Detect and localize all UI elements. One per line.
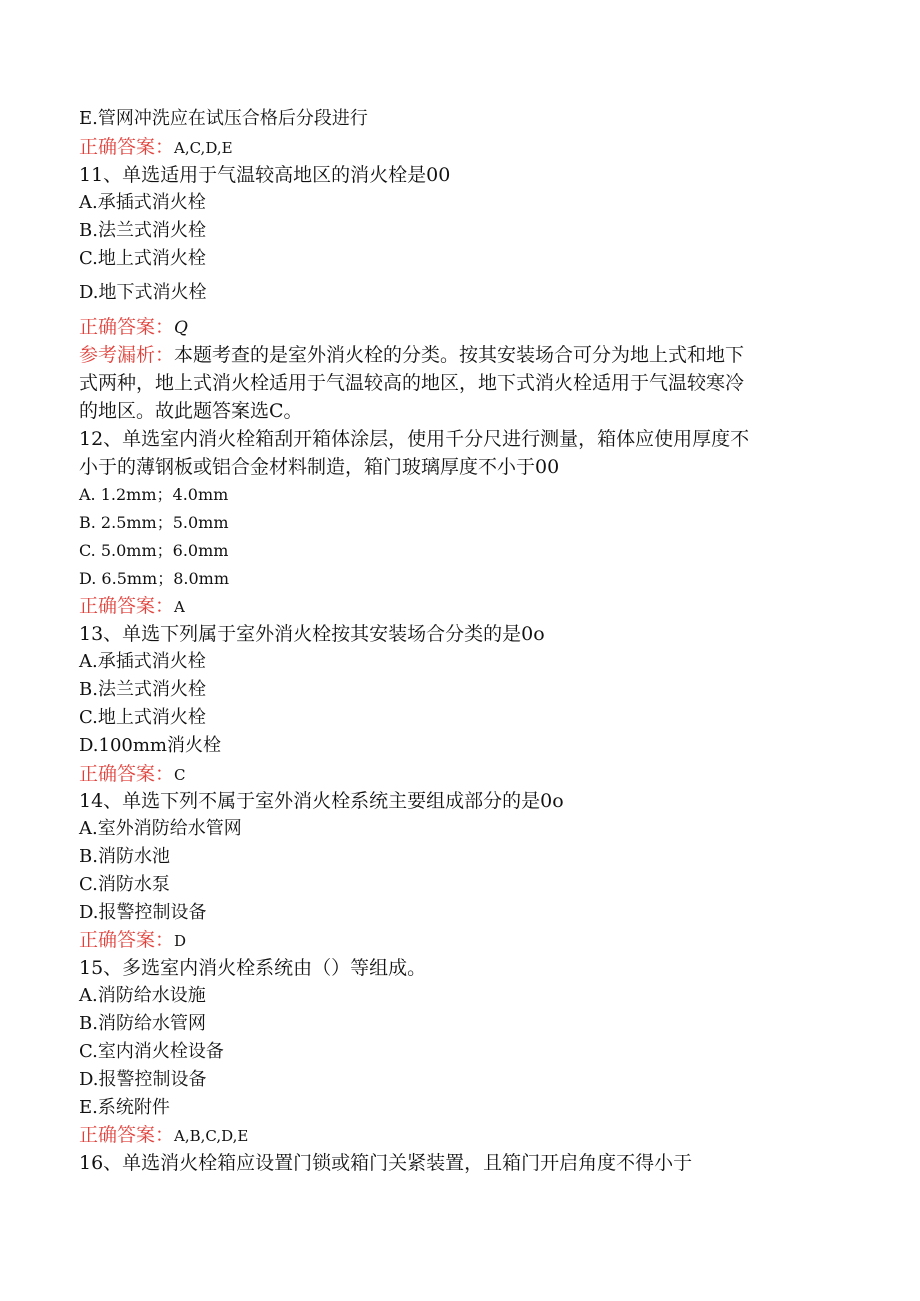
answer-line	[79, 135, 233, 160]
option-b: B.法兰式消火栓	[79, 679, 206, 700]
answer-line	[79, 762, 186, 787]
answer-value: C	[174, 766, 186, 784]
question-stem: 15、多选室内消火栓系统由（）等组成。	[79, 957, 427, 979]
option-d: D.报警控制设备	[79, 902, 207, 923]
answer-label: 正确答案：	[79, 763, 175, 785]
answer-line	[79, 928, 186, 953]
answer-line	[79, 1123, 248, 1148]
question-stem: 13、单选下列属于室外消火栓按其安装场合分类的是0o	[79, 623, 545, 645]
explanation-line: 的地区。故此题答案选C。	[79, 400, 303, 422]
answer-label: 正确答案：	[79, 316, 175, 338]
option-c: C.消防水泵	[79, 874, 170, 895]
answer-label: 正确答案：	[79, 136, 175, 158]
answer-label: 正确答案：	[79, 929, 175, 951]
option-c: C.室内消火栓设备	[79, 1041, 224, 1062]
explanation-line: 式两种，地上式消火栓适用于气温较高的地区，地下式消火栓适用于气温较寒冷	[79, 372, 745, 394]
option-b: B.消防水池	[79, 846, 170, 867]
answer-value: D	[174, 932, 187, 950]
question-stem: 16、单选消火栓箱应设置门锁或箱门关紧装置，且箱门开启角度不得小于	[79, 1152, 693, 1174]
option-a: A.承插式消火栓	[79, 651, 206, 672]
option-b: B.消防给水管网	[79, 1013, 206, 1034]
option-a: A.消防给水设施	[79, 985, 206, 1006]
option-d: D. 6.5mm；8.0mm	[79, 569, 230, 588]
question-stem: 11、单选适用于气温较高地区的消火栓是00	[79, 164, 451, 186]
option-b: B.法兰式消火栓	[79, 220, 206, 241]
question-stem: 小于的薄钢板或铝合金材料制造，箱门玻璃厚度不小于00	[79, 456, 560, 478]
option-c: C.地上式消火栓	[79, 707, 206, 728]
question-stem: 14、单选下列不属于室外消火栓系统主要组成部分的是0o	[79, 790, 564, 812]
answer-value: A	[174, 598, 185, 616]
option-a: A. 1.2mm；4.0mm	[79, 485, 229, 504]
option-e: E.管网冲洗应在试压合格后分段进行	[79, 108, 368, 129]
option-d: D.地下式消火栓	[79, 282, 207, 303]
option-c: C.地上式消火栓	[79, 248, 206, 269]
answer-value: A,C,D,E	[174, 139, 233, 157]
option-d: D.100mm消火栓	[79, 735, 222, 756]
answer-value: A,B,C,D,E	[174, 1127, 249, 1145]
answer-label: 正确答案：	[79, 1124, 175, 1146]
option-a: A.承插式消火栓	[79, 192, 206, 213]
answer-value: Q	[174, 318, 188, 338]
option-d: D.报警控制设备	[79, 1069, 207, 1090]
option-a: A.室外消防给水管网	[79, 818, 242, 839]
question-stem: 12、单选室内消火栓箱刮开箱体涂层，使用千分尺进行测量，箱体应使用厚度不	[79, 428, 750, 450]
explanation-text: 本题考查的是室外消火栓的分类。按其安装场合可分为地上式和地下	[174, 344, 745, 366]
explanation-line	[79, 343, 744, 367]
explanation-label: 参考漏析：	[79, 344, 175, 366]
answer-label: 正确答案：	[79, 595, 175, 617]
option-c: C. 5.0mm；6.0mm	[79, 541, 229, 560]
answer-line	[79, 315, 188, 340]
option-b: B. 2.5mm；5.0mm	[79, 513, 229, 532]
option-e: E.系统附件	[79, 1097, 170, 1118]
answer-line	[79, 594, 185, 619]
